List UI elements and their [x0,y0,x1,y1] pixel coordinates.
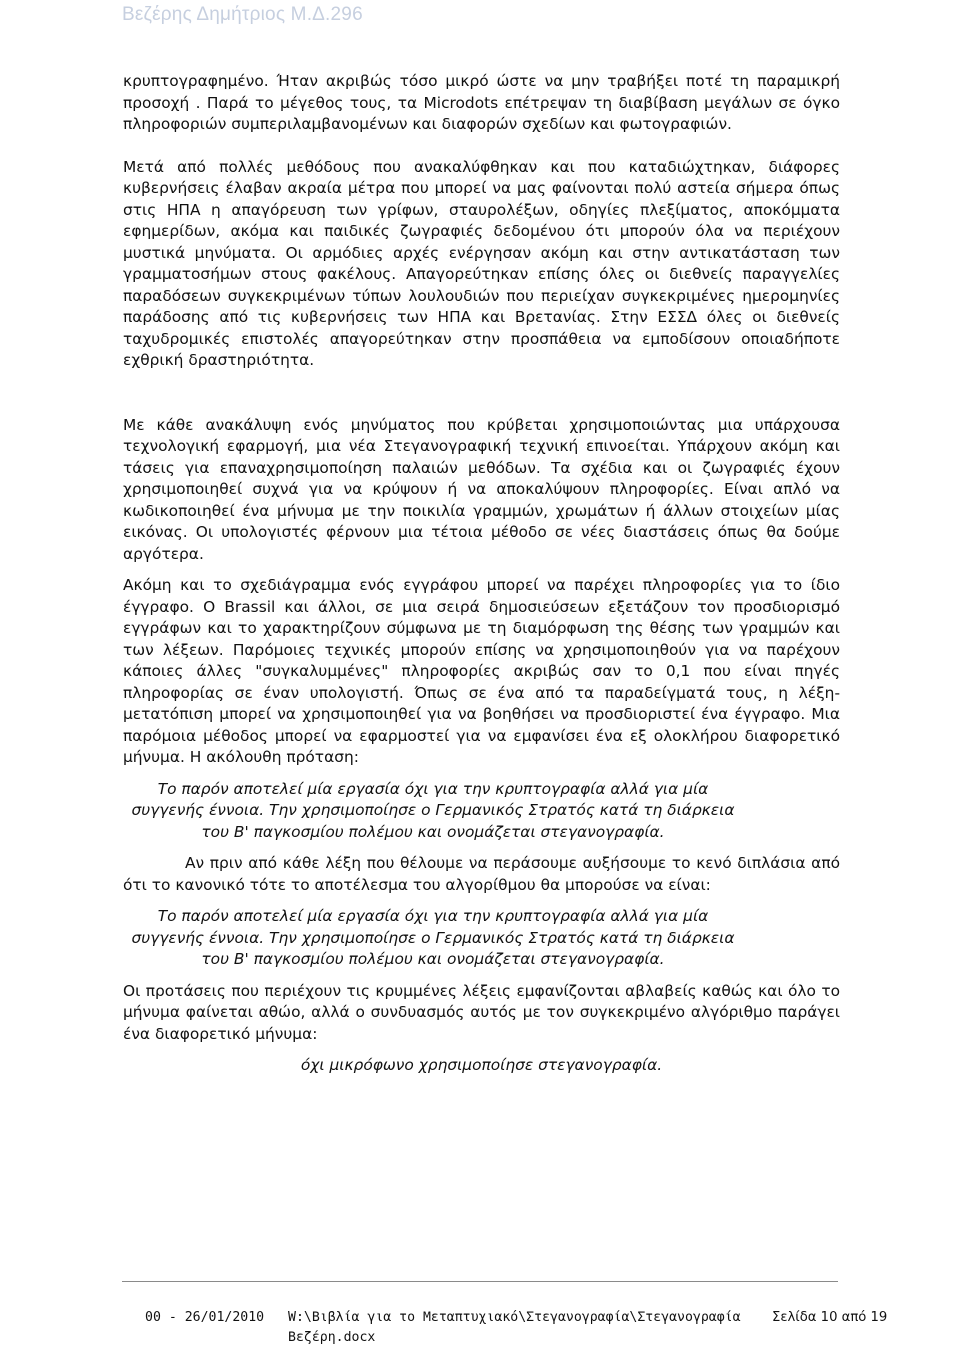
document-body [123,71,840,1077]
paragraph: Με κάθε ανακάλυψη ενός μηνύματος που κρύβεται χρησιμοποιώντας μια υπάρχουσα τεχνολογική εφαρμογή, μια νέα Στεγανογραφική τεχνική επινοείται. Υπάρχουν ακόμη και τάσεις για επαναχρησιμοποίηση παλαιών μεθόδων. Τα σχέδια και οι ζωγραφιές έχουν χρησιμοποιηθεί συχνά για να κρύψουν ή να αποκαλύψουν πληροφορίες. Είναι απλό να κωδικοποιηθεί ένα μήνυμα με την ποικιλία γραμμών, χρωμάτων ή άλλων στοιχείων μίας εικόνας. Οι υπολογιστές φέρνουν μια τέτοια μέθοδο σε νέες διαστάσεις όπως θα δούμε αργότερα. [123,415,840,563]
paragraph: Ακόμη και το σχεδιάγραμμα ενός εγγράφου μπορεί να παρέχει πληροφορίες για το ίδιο έγγραφο. Ο Brassil και άλλοι, σε μια σειρά δημοσιεύσεων εξετάζουν τον προσδιορισμό εγγράφων και το χαρακτηρίζουν σύμφωνα με τη διαμόρφωση της θέσης των γραμμών και των λέξεων. Παρόμοιες τεχνικές μπορούν επίσης να χρησιμοποιηθούν για να παρέχουν κάποιες άλλες "συγκαλυμμένες" πληροφορίες ακριβώς σαν το 0,1 που είναι πηγές πληροφορίας σε έναν υπολογιστή. Όπως σε ένα από τα παραδείγματά τους, η λέξη-μετατόπιση μπορεί να χρησιμοποιηθεί για να βοηθήσει να προσδιοριστεί ένα έγγραφο. Μια παρόμοια μέθοδος μπορεί να εφαρμοστεί για να εμφανίσει ένα εξ ολοκλήρου διαφορετικό μήνυμα. Η ακόλουθη πρόταση: [123,576,840,766]
document-header-title: Βεζέρης Δημήτριος Μ.Δ.296 [122,4,363,25]
example-sentence-original: Το παρόν αποτελεί μία εργασία όχι για την κρυπτογραφία αλλά για μία συγγενής έννοια. Την χρησιμοποίησε ο Γερμανικός Στρατός κατά τη διάρκεια του Β' παγκοσμίου πολέμου και ονομάζεται στεγανογραφία. [131,779,735,841]
example-sentence-encoded: Το παρόν αποτελεί μία εργασία όχι για την κρυπτογραφία αλλά για μία συγγενής έννοια. Την χρησιμοποίησε ο Γερμανικός Στρατός κατά τη διάρκεια του Β' παγκοσμίου πολέμου και ονομάζεται στεγανογραφία. [131,907,735,968]
hidden-message: όχι μικρόφωνο χρησιμοποίησε στεγανογραφία. [300,1056,663,1074]
paragraph: Αν πριν από κάθε λέξη που θέλουμε να περάσουμε αυξήσουμε το κενό διπλάσια από ότι το κανονικό τότε το αποτέλεσμα του αλγορίθμου θα μπορούσε να είναι: [123,854,840,894]
footer-page-number: Σελίδα 10 από 19 [772,1310,888,1325]
footer-date: 00 - 26/01/2010 [145,1310,265,1325]
paragraph: Οι προτάσεις που περιέχουν τις κρυμμένες λέξεις εμφανίζονται αβλαβείς καθώς και όλο το μήνυμα φαίνεται αθώο, αλλά ο συνδυασμός αυτός με τον συγκεκριμένο αλγόριθμο παράγει ένα διαφορετικό μήνυμα: [123,981,840,1043]
footer-divider [122,1281,838,1282]
footer-file-path: W:\Βιβλία για το Μεταπτυχιακό\Στεγανογραφία\Στεγανογραφία Βεζέρη.docx [288,1310,741,1345]
paragraph: κρυπτογραφημένο. Ήταν ακριβώς τόσο μικρό ώστε να μην τραβήξει ποτέ τη παραμικρή προσοχή . Παρά το μέγεθος τους, τα Microdots επέτρεψαν τη διαβίβαση μεγάλων σε όγκο πληροφοριών συμπεριλαμβανομένων και διαφορών σχεδίων και φωτογραφιών. [123,72,840,133]
paragraph: Μετά από πολλές μεθόδους που ανακαλύφθηκαν και που καταδιώχτηκαν, διάφορες κυβερνήσεις έλαβαν ακραία μέτρα που μπορεί να μας φαίνονται πολύ αστεία σήμερα όπως στις ΗΠΑ η απαγόρευση των γρίφων, σταυρολέξων, οδηγίες πλεξίματος, αποκόμματα εφημερίδων, ακόμα και παιδικές ζωγραφιές δεδομένου ότι μπορούν όλα να περιέχουν μυστικά μηνύματα. Οι αρμόδιες αρχές ενέργησαν ακόμη και στην αντικατάσταση των γραμματοσήμων στους φακέλους. Απαγορεύτηκαν επίσης όλες οι διεθνείς παραγγελίες παραδόσεων συγκεκριμένων τύπων λουλουδιών που περιείχαν συγκεκριμένες ημερομηνίες παράδοσης από τις κυβερνήσεις των ΗΠΑ και Βρετανίας. Στην ΕΣΣΔ όλες οι διεθνείς ταχυδρομικές επιστολές απαγορεύτηκαν στην προσπάθεια να εμποδίσουν οποιαδήποτε εχθρική δραστηριότητα. [123,157,840,369]
